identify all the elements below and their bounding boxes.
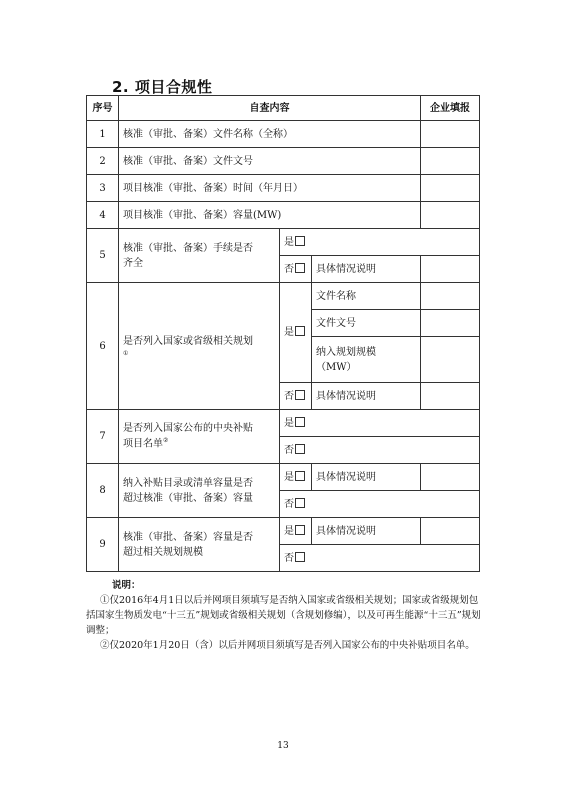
- yes-option[interactable]: [280, 283, 312, 383]
- fill-cell[interactable]: [421, 256, 480, 283]
- yes-label: 是: [284, 417, 294, 429]
- row-content: 核准（审批、备案）文件文号: [119, 148, 421, 175]
- fill-cell[interactable]: [421, 175, 480, 202]
- no-option[interactable]: [280, 491, 480, 518]
- checkbox[interactable]: [295, 552, 305, 562]
- row-content-line: 核准（审批、备案）容量是否: [123, 531, 253, 543]
- row-content: [119, 283, 280, 410]
- no-option[interactable]: [280, 383, 312, 410]
- header-content: 自查内容: [119, 96, 421, 121]
- yes-label: 是: [284, 236, 294, 248]
- checkbox[interactable]: [295, 417, 305, 427]
- detail-label: 具体情况说明: [312, 518, 421, 545]
- section-heading: 2. 项目合规性: [112, 78, 213, 96]
- table-row: [87, 464, 480, 491]
- no-option[interactable]: [280, 437, 480, 464]
- detail-label: 具体情况说明: [312, 383, 421, 410]
- checkbox[interactable]: [295, 390, 305, 400]
- table-row: [87, 175, 480, 202]
- row-content: 项目核准（审批、备案）时间（年月日）: [119, 175, 421, 202]
- note-item: ②仅2020年1月20日（含）以后并网项目须填写是否列入国家公布的中央补贴项目名单。: [100, 640, 475, 651]
- row-content-line: 超过核准（审批、备案）容量: [123, 492, 253, 504]
- checkbox[interactable]: [295, 444, 305, 454]
- sub-label-line: 纳入规划规模: [316, 346, 376, 358]
- checkbox[interactable]: [295, 263, 305, 273]
- checkbox[interactable]: [295, 525, 305, 535]
- notes-title: 说明：: [112, 580, 141, 591]
- no-label: 否: [284, 263, 294, 275]
- fill-cell[interactable]: [421, 283, 480, 310]
- row-content: 项目核准（审批、备案）容量(MW): [119, 202, 421, 229]
- row-content-line: 齐全: [123, 257, 143, 269]
- table-row: [87, 121, 480, 148]
- no-label: 否: [284, 390, 294, 402]
- detail-label: 具体情况说明: [312, 256, 421, 283]
- yes-label: 是: [284, 327, 294, 338]
- fill-cell[interactable]: [421, 464, 480, 491]
- checkbox[interactable]: [295, 326, 305, 336]
- table-row: [87, 202, 480, 229]
- table-row: [87, 410, 480, 437]
- yes-option[interactable]: [280, 410, 480, 437]
- row-number: 7: [87, 410, 119, 464]
- no-label: 否: [284, 444, 294, 456]
- row-content-line: 是否列入国家公布的中央补贴: [123, 423, 253, 435]
- yes-option[interactable]: [280, 518, 312, 545]
- row-content-line: 项目名单②: [123, 437, 169, 450]
- footnote-mark: ①: [123, 349, 129, 357]
- fill-cell[interactable]: [421, 121, 480, 148]
- row-content: [119, 229, 280, 283]
- row-number: 8: [87, 464, 119, 518]
- detail-label: 具体情况说明: [312, 464, 421, 491]
- no-option[interactable]: [280, 545, 480, 572]
- no-option[interactable]: [280, 256, 312, 283]
- header-fill: 企业填报: [421, 96, 480, 121]
- sub-label: 文件文号: [312, 310, 421, 337]
- table-row: [87, 229, 480, 256]
- no-label: 否: [284, 552, 294, 564]
- table-row: [87, 283, 480, 310]
- row-content-line: 是否列入国家或省级相关规划: [123, 335, 253, 347]
- header-seq: 序号: [87, 96, 119, 121]
- checkbox[interactable]: [295, 236, 305, 246]
- row-number: 1: [87, 121, 119, 148]
- row-content: 核准（审批、备案）文件名称（全称）: [119, 121, 421, 148]
- row-content: [119, 464, 280, 518]
- checkbox[interactable]: [295, 498, 305, 508]
- fill-cell[interactable]: [421, 518, 480, 545]
- fill-cell[interactable]: [421, 337, 480, 383]
- fill-cell[interactable]: [421, 202, 480, 229]
- no-label: 否: [284, 498, 294, 510]
- sub-label-line: （MW）: [316, 361, 357, 373]
- row-number: 2: [87, 148, 119, 175]
- row-content-line: 核准（审批、备案）手续是否: [123, 242, 253, 254]
- notes-section: [86, 578, 481, 653]
- row-number: 4: [87, 202, 119, 229]
- sub-label: 文件名称: [312, 283, 421, 310]
- row-number: 5: [87, 229, 119, 283]
- yes-label: 是: [284, 471, 294, 483]
- table-row: [87, 518, 480, 545]
- table-row: [87, 148, 480, 175]
- table-header-row: [87, 96, 480, 121]
- yes-label: 是: [284, 525, 294, 537]
- page-number: 13: [277, 741, 289, 751]
- row-number: 9: [87, 518, 119, 572]
- yes-option[interactable]: [280, 464, 312, 491]
- fill-cell[interactable]: [421, 148, 480, 175]
- note-item: ①仅2016年4月1日以后并网项目须填写是否纳入国家或省级相关规划；国家或省级规划包括国家生物质发电“十三五”规划或省级相关规划（含规划修编），以及可再生能源“十三五”规划调整；: [86, 595, 481, 636]
- yes-option[interactable]: [280, 229, 480, 256]
- footnote-mark: ②: [163, 437, 169, 445]
- fill-cell[interactable]: [421, 310, 480, 337]
- compliance-table: [86, 95, 480, 572]
- row-number: 3: [87, 175, 119, 202]
- sub-label: [312, 337, 421, 383]
- row-content: [119, 410, 280, 464]
- checkbox[interactable]: [295, 471, 305, 481]
- row-content-line: 超过相关规划规模: [123, 546, 203, 558]
- row-content: [119, 518, 280, 572]
- row-content-line: 纳入补贴目录或清单容量是否: [123, 477, 253, 489]
- fill-cell[interactable]: [421, 383, 480, 410]
- row-number: 6: [87, 283, 119, 410]
